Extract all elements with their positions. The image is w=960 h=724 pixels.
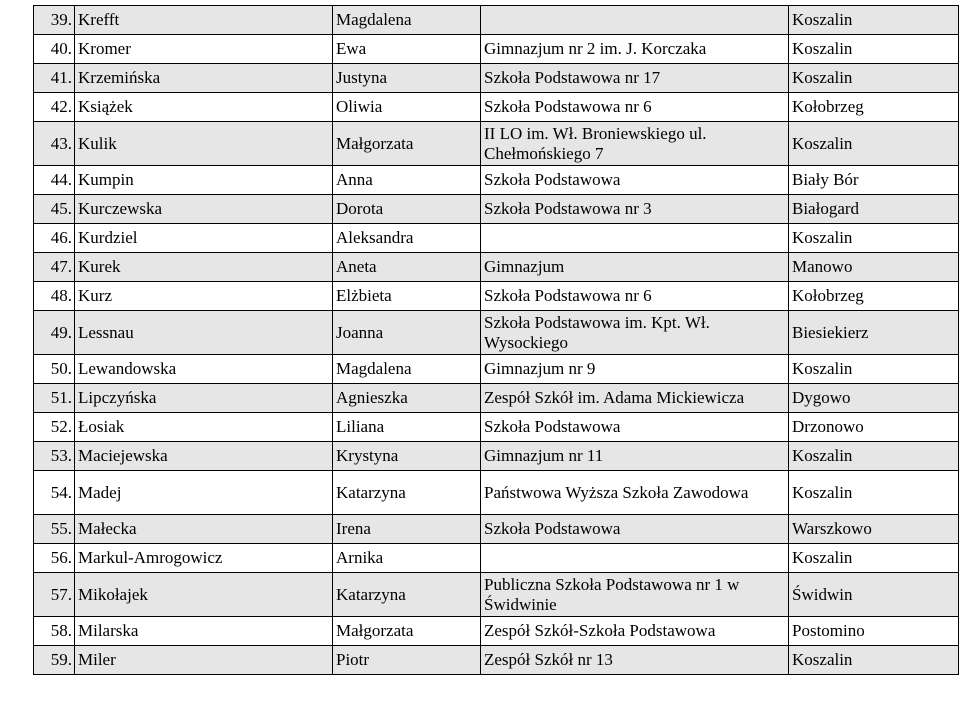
table-row [34,166,959,195]
school-cell [481,6,789,35]
school-cell: Publiczna Szkoła Podstawowa nr 1 w Świdwinie [481,573,789,617]
table-row [34,122,959,166]
school-cell: Zespół Szkół nr 13 [481,646,789,675]
row-number: 39. [34,6,75,35]
first-name-cell: Katarzyna [333,573,481,617]
table-row [34,195,959,224]
table-row [34,35,959,64]
first-name-cell: Justyna [333,64,481,93]
participants-table-body [34,6,959,675]
surname-cell: Krzemińska [75,64,333,93]
school-cell: Szkoła Podstawowa nr 6 [481,282,789,311]
first-name-cell: Piotr [333,646,481,675]
row-number: 57. [34,573,75,617]
city-cell: Drzonowo [789,413,959,442]
row-number: 52. [34,413,75,442]
table-row [34,93,959,122]
surname-cell: Łosiak [75,413,333,442]
school-cell: Szkoła Podstawowa im. Kpt. Wł. Wysockiego [481,311,789,355]
surname-cell: Mikołajek [75,573,333,617]
city-cell: Biesiekierz [789,311,959,355]
table-row [34,311,959,355]
first-name-cell: Irena [333,515,481,544]
city-cell: Biały Bór [789,166,959,195]
first-name-cell: Katarzyna [333,471,481,515]
row-number: 50. [34,355,75,384]
first-name-cell: Joanna [333,311,481,355]
school-cell: Gimnazjum nr 9 [481,355,789,384]
surname-cell: Markul-Amrogowicz [75,544,333,573]
school-cell: Zespół Szkół im. Adama Mickiewicza [481,384,789,413]
row-number: 56. [34,544,75,573]
surname-cell: Lipczyńska [75,384,333,413]
first-name-cell: Magdalena [333,6,481,35]
school-cell: Szkoła Podstawowa nr 6 [481,93,789,122]
table-row [34,617,959,646]
school-cell: Gimnazjum [481,253,789,282]
surname-cell: Kulik [75,122,333,166]
city-cell: Świdwin [789,573,959,617]
first-name-cell: Oliwia [333,93,481,122]
city-cell: Koszalin [789,471,959,515]
row-number: 48. [34,282,75,311]
table-row [34,413,959,442]
first-name-cell: Agnieszka [333,384,481,413]
surname-cell: Lewandowska [75,355,333,384]
city-cell: Koszalin [789,6,959,35]
first-name-cell: Liliana [333,413,481,442]
row-number: 41. [34,64,75,93]
row-number: 51. [34,384,75,413]
first-name-cell: Elżbieta [333,282,481,311]
city-cell: Koszalin [789,122,959,166]
city-cell: Warszkowo [789,515,959,544]
surname-cell: Książek [75,93,333,122]
row-number: 44. [34,166,75,195]
table-row [34,544,959,573]
table-row [34,442,959,471]
row-number: 58. [34,617,75,646]
row-number: 49. [34,311,75,355]
table-row [34,471,959,515]
surname-cell: Milarska [75,617,333,646]
school-cell: Państwowa Wyższa Szkoła Zawodowa [481,471,789,515]
school-cell: Szkoła Podstawowa [481,166,789,195]
table-row [34,253,959,282]
participants-table [33,5,959,675]
table-row [34,384,959,413]
row-number: 53. [34,442,75,471]
surname-cell: Maciejewska [75,442,333,471]
row-number: 59. [34,646,75,675]
school-cell: Zespół Szkół-Szkoła Podstawowa [481,617,789,646]
row-number: 42. [34,93,75,122]
school-cell: II LO im. Wł. Broniewskiego ul. Chełmońskiego 7 [481,122,789,166]
school-cell [481,544,789,573]
first-name-cell: Anna [333,166,481,195]
table-row [34,64,959,93]
school-cell [481,224,789,253]
table-row [34,355,959,384]
surname-cell: Lessnau [75,311,333,355]
surname-cell: Kromer [75,35,333,64]
school-cell: Szkoła Podstawowa [481,413,789,442]
table-row [34,6,959,35]
table-row [34,646,959,675]
table-row [34,515,959,544]
city-cell: Koszalin [789,35,959,64]
surname-cell: Krefft [75,6,333,35]
city-cell: Koszalin [789,442,959,471]
city-cell: Kołobrzeg [789,93,959,122]
row-number: 43. [34,122,75,166]
first-name-cell: Aleksandra [333,224,481,253]
surname-cell: Miler [75,646,333,675]
surname-cell: Kurdziel [75,224,333,253]
table-row [34,282,959,311]
first-name-cell: Ewa [333,35,481,64]
school-cell: Szkoła Podstawowa [481,515,789,544]
row-number: 46. [34,224,75,253]
surname-cell: Kurczewska [75,195,333,224]
first-name-cell: Małgorzata [333,617,481,646]
school-cell: Szkoła Podstawowa nr 3 [481,195,789,224]
surname-cell: Madej [75,471,333,515]
city-cell: Koszalin [789,64,959,93]
first-name-cell: Magdalena [333,355,481,384]
city-cell: Koszalin [789,646,959,675]
first-name-cell: Małgorzata [333,122,481,166]
first-name-cell: Dorota [333,195,481,224]
city-cell: Postomino [789,617,959,646]
city-cell: Białogard [789,195,959,224]
city-cell: Manowo [789,253,959,282]
first-name-cell: Krystyna [333,442,481,471]
school-cell: Gimnazjum nr 11 [481,442,789,471]
surname-cell: Kurz [75,282,333,311]
row-number: 45. [34,195,75,224]
surname-cell: Kumpin [75,166,333,195]
school-cell: Gimnazjum nr 2 im. J. Korczaka [481,35,789,64]
surname-cell: Małecka [75,515,333,544]
table-row [34,224,959,253]
row-number: 47. [34,253,75,282]
row-number: 40. [34,35,75,64]
surname-cell: Kurek [75,253,333,282]
table-row [34,573,959,617]
row-number: 54. [34,471,75,515]
first-name-cell: Arnika [333,544,481,573]
row-number: 55. [34,515,75,544]
school-cell: Szkoła Podstawowa nr 17 [481,64,789,93]
city-cell: Koszalin [789,355,959,384]
city-cell: Koszalin [789,544,959,573]
city-cell: Dygowo [789,384,959,413]
city-cell: Koszalin [789,224,959,253]
first-name-cell: Aneta [333,253,481,282]
city-cell: Kołobrzeg [789,282,959,311]
